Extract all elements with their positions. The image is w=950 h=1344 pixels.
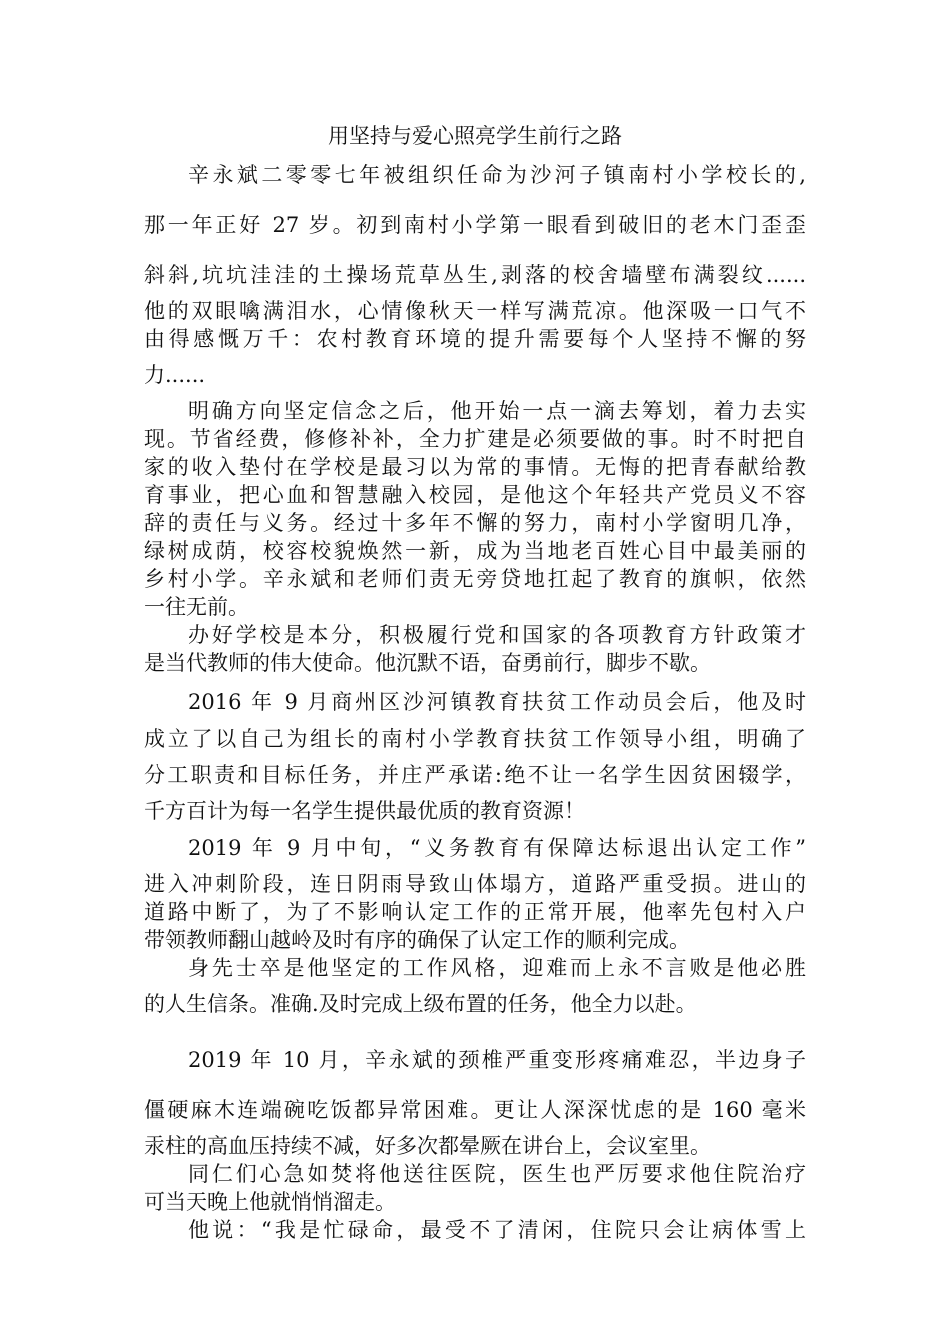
text-line: 身先士卒是他坚定的工作风格，迎难而上永不言败是他必胜	[188, 956, 806, 980]
text-line: 汞柱的高血压持续不减，好多次都晕厥在讲台上，会议室里。	[144, 1134, 711, 1158]
text-line: 明确方向坚定信念之后，他开始一点一滴去筹划，着力去实	[188, 399, 806, 423]
text-line: 办好学校是本分，积极履行党和国家的各项教育方针政策才	[188, 623, 806, 647]
text-line: 同仁们心急如焚将他送往医院，医生也严厉要求他住院治疗	[188, 1162, 806, 1186]
text-line: 他的双眼噙满泪水，心情像秋天一样写满荒凉。他深吸一口气不	[144, 299, 806, 323]
text-line: 斜斜,坑坑洼洼的土操场荒草丛生,剥落的校舍墙壁布满裂纹......	[144, 263, 806, 287]
text-line: 2016 年 9 月商州区沙河镇教育扶贫工作动员会后，他及时	[188, 690, 806, 714]
text-line: 育事业，把心血和智慧融入校园，是他这个年轻共产党员义不容	[144, 483, 806, 507]
text-line: 分工职责和目标任务，并庄严承诺:绝不让一名学生因贫困辍学，	[144, 763, 806, 787]
text-line: 一往无前。	[144, 595, 249, 619]
text-line: 僵硬麻木连端碗吃饭都异常困难。更让人深深忧虑的是 160 毫米	[144, 1098, 806, 1122]
text-line: 由得感慨万千：农村教育环境的提升需要每个人坚持不懈的努	[144, 327, 806, 351]
text-line: 2019 年 9 月中旬，“义务教育有保障达标退出认定工作”	[188, 836, 806, 860]
text-line: 带领教师翻山越岭及时有序的确保了认定工作的顺利完成。	[144, 928, 690, 952]
text-line: 辛永斌二零零七年被组织任命为沙河子镇南村小学校长的,	[188, 163, 806, 187]
text-line: 现。节省经费，修修补补，全力扩建是必须要做的事。时不时把自	[144, 427, 806, 451]
text-line: 他说：“我是忙碌命，最受不了清闲，住院只会让病体雪上	[188, 1218, 806, 1242]
text-line: 2019 年 10 月，辛永斌的颈椎严重变形疼痛难忍，半边身子	[188, 1048, 806, 1072]
text-line: 家的收入垫付在学校是最习以为常的事情。无悔的把青春献给教	[144, 455, 806, 479]
text-line: 乡村小学。辛永斌和老师们责无旁贷地扛起了教育的旗帜，依然	[144, 567, 806, 591]
text-line: 的人生信条。准确.及时完成上级布置的任务，他全力以赴。	[144, 992, 697, 1016]
text-line: 力......	[144, 363, 206, 387]
text-line: 是当代教师的伟大使命。他沉默不语，奋勇前行，脚步不歇。	[144, 651, 711, 675]
document-title: 用坚持与爱心照亮学生前行之路	[328, 124, 622, 148]
text-line: 绿树成荫，校容校貌焕然一新，成为当地老百姓心目中最美丽的	[144, 539, 806, 563]
text-line: 那一年正好 27 岁。初到南村小学第一眼看到破旧的老木门歪歪	[144, 213, 806, 237]
text-line: 成立了以自己为组长的南村小学教育扶贫工作领导小组，明确了	[144, 727, 806, 751]
text-line: 道路中断了，为了不影响认定工作的正常开展，他率先包村入户	[144, 900, 806, 924]
text-line: 辞的责任与义务。经过十多年不懈的努力，南村小学窗明几净，	[144, 511, 806, 535]
text-line: 可当天晚上他就悄悄溜走。	[144, 1190, 396, 1214]
text-line: 千方百计为每一名学生提供最优质的教育资源！	[144, 799, 585, 823]
text-line: 进入冲刺阶段，连日阴雨导致山体塌方，道路严重受损。进山的	[144, 872, 806, 896]
